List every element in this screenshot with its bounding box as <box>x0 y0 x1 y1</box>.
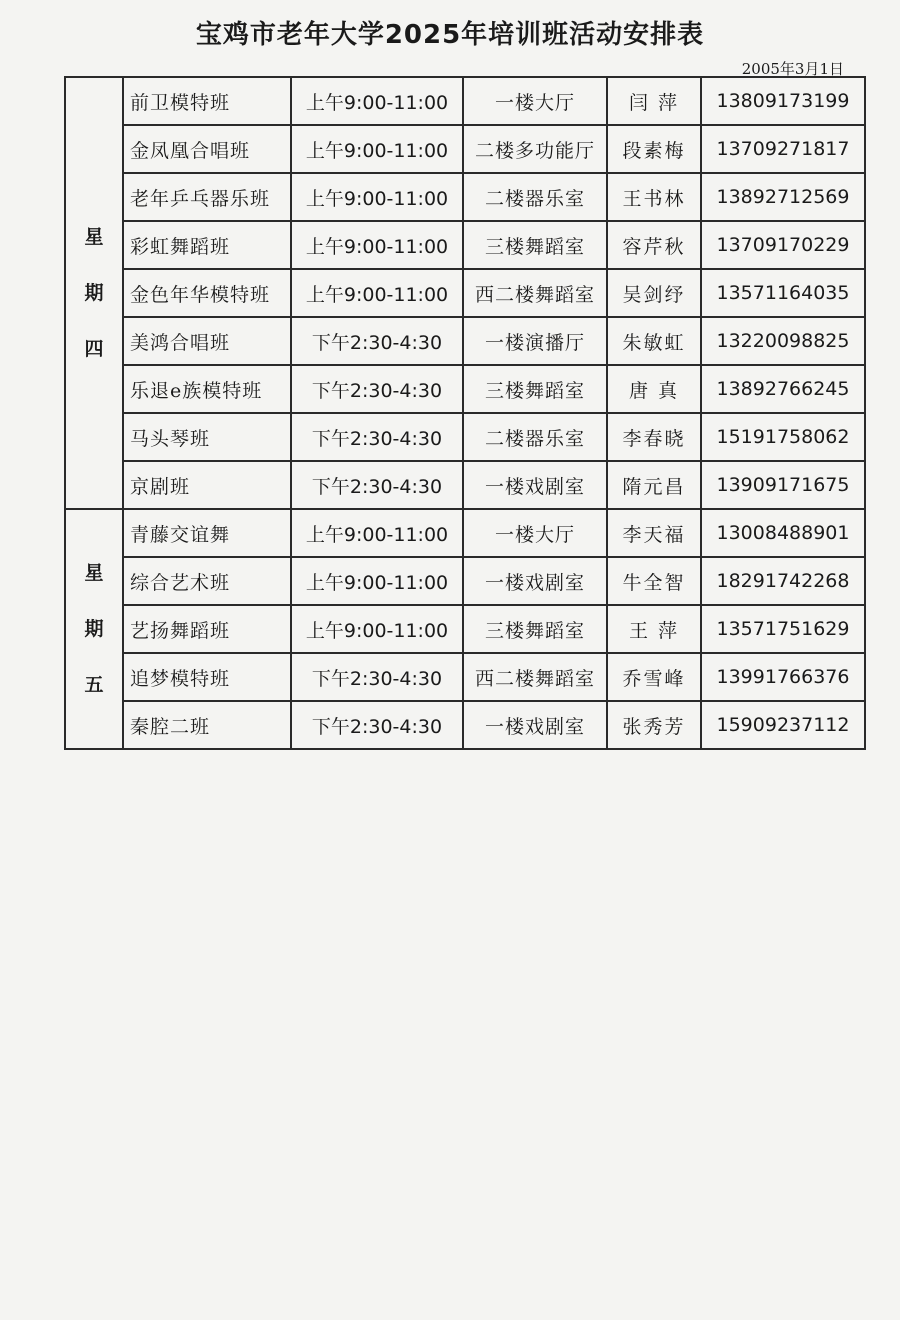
teacher-cell: 李春晓 <box>607 413 701 461</box>
time-cell: 上午9:00-11:00 <box>291 509 463 557</box>
table-row <box>65 77 865 125</box>
class-name-cell: 彩虹舞蹈班 <box>123 221 291 269</box>
table-row <box>65 317 865 365</box>
table-row <box>65 125 865 173</box>
room-cell: 一楼大厅 <box>463 509 607 557</box>
class-name-cell: 综合艺术班 <box>123 557 291 605</box>
teacher-cell: 隋元昌 <box>607 461 701 509</box>
table-row <box>65 557 865 605</box>
time-cell: 上午9:00-11:00 <box>291 557 463 605</box>
room-cell: 西二楼舞蹈室 <box>463 269 607 317</box>
document-date: 2005年3月1日 <box>741 60 844 78</box>
phone-cell: 13909171675 <box>701 461 865 509</box>
teacher-cell: 唐 真 <box>607 365 701 413</box>
time-cell: 上午9:00-11:00 <box>291 173 463 221</box>
time-cell: 下午2:30-4:30 <box>291 653 463 701</box>
teacher-cell: 容芹秋 <box>607 221 701 269</box>
weekday-char: 星 <box>84 226 104 248</box>
room-cell: 一楼戏剧室 <box>463 461 607 509</box>
time-cell: 上午9:00-11:00 <box>291 221 463 269</box>
weekday-char: 星 <box>84 562 104 584</box>
table-row <box>65 605 865 653</box>
class-name-cell: 艺扬舞蹈班 <box>123 605 291 653</box>
time-cell: 下午2:30-4:30 <box>291 317 463 365</box>
room-cell: 二楼器乐室 <box>463 173 607 221</box>
room-cell: 西二楼舞蹈室 <box>463 653 607 701</box>
teacher-cell: 吴剑纾 <box>607 269 701 317</box>
class-name-cell: 金凤凰合唱班 <box>123 125 291 173</box>
room-cell: 一楼戏剧室 <box>463 701 607 749</box>
class-name-cell: 金色年华模特班 <box>123 269 291 317</box>
time-cell: 下午2:30-4:30 <box>291 413 463 461</box>
time-cell: 下午2:30-4:30 <box>291 461 463 509</box>
time-cell: 上午9:00-11:00 <box>291 77 463 125</box>
table-row <box>65 269 865 317</box>
phone-cell: 13709271817 <box>701 125 865 173</box>
room-cell: 二楼多功能厅 <box>463 125 607 173</box>
table-row <box>65 509 865 557</box>
weekday-char: 期 <box>84 282 104 304</box>
time-cell: 上午9:00-11:00 <box>291 605 463 653</box>
weekday-cell <box>65 77 123 509</box>
phone-cell: 13008488901 <box>701 509 865 557</box>
table-row <box>65 365 865 413</box>
class-name-cell: 美鸿合唱班 <box>123 317 291 365</box>
teacher-cell: 朱敏虹 <box>607 317 701 365</box>
weekday-char: 五 <box>84 674 104 696</box>
teacher-cell: 段素梅 <box>607 125 701 173</box>
room-cell: 二楼器乐室 <box>463 413 607 461</box>
page-title: 宝鸡市老年大学2025年培训班活动安排表 <box>195 20 705 50</box>
teacher-cell: 王 萍 <box>607 605 701 653</box>
class-name-cell: 马头琴班 <box>123 413 291 461</box>
time-cell: 下午2:30-4:30 <box>291 365 463 413</box>
teacher-cell: 李天福 <box>607 509 701 557</box>
weekday-char: 期 <box>84 618 104 640</box>
phone-cell: 13571751629 <box>701 605 865 653</box>
phone-cell: 13571164035 <box>701 269 865 317</box>
class-name-cell: 乐退e族模特班 <box>123 365 291 413</box>
weekday-cell <box>65 509 123 749</box>
phone-cell: 13991766376 <box>701 653 865 701</box>
room-cell: 一楼戏剧室 <box>463 557 607 605</box>
teacher-cell: 牛全智 <box>607 557 701 605</box>
phone-cell: 13892712569 <box>701 173 865 221</box>
room-cell: 一楼演播厅 <box>463 317 607 365</box>
phone-cell: 13892766245 <box>701 365 865 413</box>
phone-cell: 15909237112 <box>701 701 865 749</box>
teacher-cell: 乔雪峰 <box>607 653 701 701</box>
time-cell: 上午9:00-11:00 <box>291 125 463 173</box>
table-row <box>65 221 865 269</box>
teacher-cell: 闫 萍 <box>607 77 701 125</box>
teacher-cell: 王书林 <box>607 173 701 221</box>
room-cell: 三楼舞蹈室 <box>463 365 607 413</box>
time-cell: 下午2:30-4:30 <box>291 701 463 749</box>
teacher-cell: 张秀芳 <box>607 701 701 749</box>
class-name-cell: 前卫模特班 <box>123 77 291 125</box>
class-name-cell: 京剧班 <box>123 461 291 509</box>
room-cell: 三楼舞蹈室 <box>463 221 607 269</box>
table-row <box>65 413 865 461</box>
phone-cell: 13809173199 <box>701 77 865 125</box>
schedule-body <box>65 77 865 749</box>
table-row <box>65 701 865 749</box>
phone-cell: 18291742268 <box>701 557 865 605</box>
room-cell: 一楼大厅 <box>463 77 607 125</box>
class-name-cell: 老年乒乓器乐班 <box>123 173 291 221</box>
class-name-cell: 秦腔二班 <box>123 701 291 749</box>
phone-cell: 13220098825 <box>701 317 865 365</box>
table-row <box>65 653 865 701</box>
class-name-cell: 追梦模特班 <box>123 653 291 701</box>
weekday-char: 四 <box>84 338 104 360</box>
table-row <box>65 173 865 221</box>
class-name-cell: 青藤交谊舞 <box>123 509 291 557</box>
phone-cell: 15191758062 <box>701 413 865 461</box>
phone-cell: 13709170229 <box>701 221 865 269</box>
schedule-table <box>64 76 866 750</box>
table-row <box>65 461 865 509</box>
room-cell: 三楼舞蹈室 <box>463 605 607 653</box>
time-cell: 上午9:00-11:00 <box>291 269 463 317</box>
